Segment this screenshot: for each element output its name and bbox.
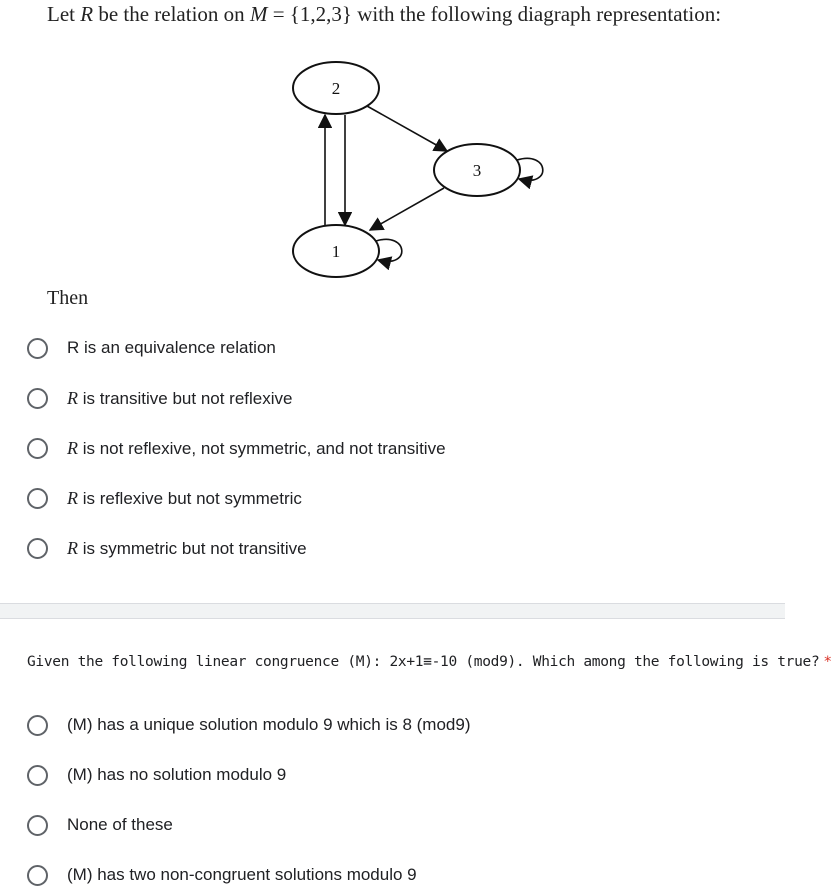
node-3-label: 3 bbox=[472, 161, 482, 180]
node-2-label: 2 bbox=[331, 79, 341, 98]
radio-button[interactable] bbox=[27, 488, 48, 509]
q1-option-5[interactable] bbox=[27, 534, 307, 562]
edge-3-to-1 bbox=[370, 188, 444, 230]
option-label: (M) has a unique solution modulo 9 which is 8 (mod9) bbox=[67, 715, 471, 734]
option-label: (M) has two non-congruent solutions modulo 9 bbox=[67, 865, 417, 884]
question-1-title: Let R be the relation on M = {1,2,3} with the following diagraph representation: bbox=[47, 2, 722, 26]
q1-option-3[interactable] bbox=[27, 434, 446, 462]
option-label: R is symmetric but not transitive bbox=[67, 537, 307, 558]
q1-option-1[interactable] bbox=[27, 334, 276, 362]
q1-option-4[interactable] bbox=[27, 484, 302, 512]
q2-option-4[interactable] bbox=[27, 861, 417, 889]
radio-button[interactable] bbox=[27, 338, 48, 359]
radio-button[interactable] bbox=[27, 815, 48, 836]
q1-option-2[interactable] bbox=[27, 384, 292, 412]
relation-digraph bbox=[250, 55, 560, 285]
radio-button[interactable] bbox=[27, 715, 48, 736]
q2-option-3[interactable] bbox=[27, 811, 173, 839]
radio-button[interactable] bbox=[27, 765, 48, 786]
node-1-label: 1 bbox=[331, 242, 341, 261]
option-label: R is reflexive but not symmetric bbox=[67, 487, 302, 508]
option-label: R is an equivalence relation bbox=[67, 338, 276, 357]
radio-button[interactable] bbox=[27, 438, 48, 459]
q2-option-2[interactable] bbox=[27, 761, 286, 789]
section-divider bbox=[0, 603, 785, 619]
radio-button[interactable] bbox=[27, 865, 48, 886]
radio-button[interactable] bbox=[27, 388, 48, 409]
radio-button[interactable] bbox=[27, 538, 48, 559]
option-label: None of these bbox=[67, 815, 173, 834]
edge-2-to-3 bbox=[367, 106, 447, 151]
required-asterisk: * bbox=[823, 654, 832, 670]
q2-option-1[interactable] bbox=[27, 711, 470, 739]
option-label: R is not reflexive, not symmetric, and not transitive bbox=[67, 437, 446, 458]
option-label: (M) has no solution modulo 9 bbox=[67, 765, 287, 784]
then-label: Then bbox=[47, 287, 89, 309]
option-label: R is transitive but not reflexive bbox=[67, 387, 293, 408]
question-2-title: Given the following linear congruence (M): 2x+1≡-10 (mod9). Which among the following is true? * bbox=[27, 654, 832, 670]
